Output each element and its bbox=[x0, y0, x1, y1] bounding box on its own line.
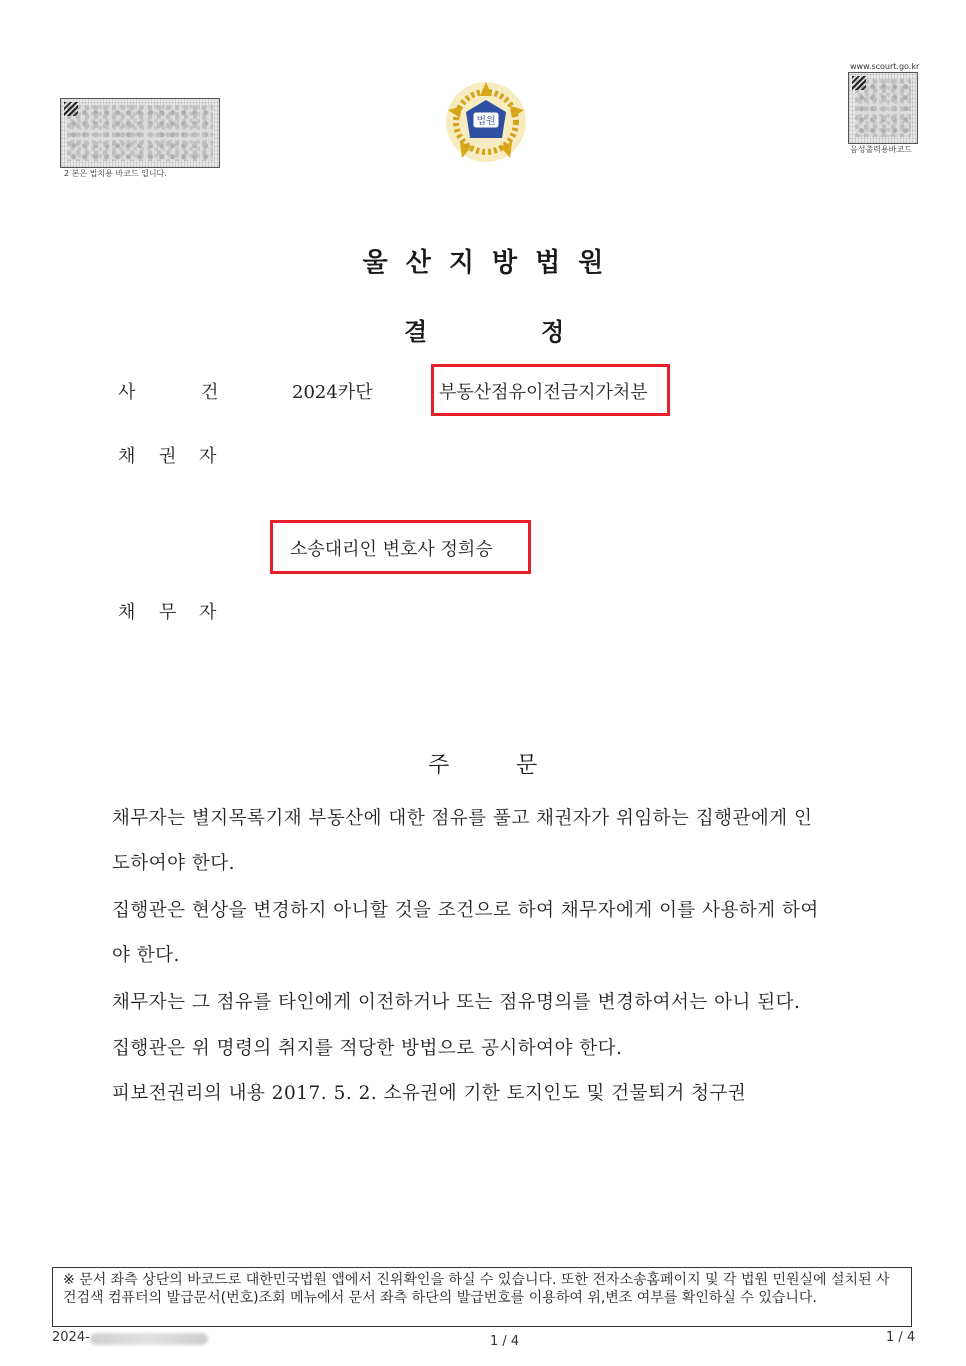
creditor-label-2: 권 bbox=[159, 446, 177, 467]
barcode-corner-mark bbox=[64, 102, 78, 116]
debtor-label-2: 무 bbox=[159, 602, 177, 623]
order-line-1: 채무자는 별지목록기재 부동산에 대한 점유를 풀고 채권자가 위임하는 집행관에게 인 bbox=[112, 808, 813, 829]
emblem-text: 법원 bbox=[476, 116, 496, 127]
creditor-label-1: 채 bbox=[118, 446, 136, 467]
case-label-a: 사 bbox=[118, 382, 136, 403]
doc-type-char-1: 결 bbox=[404, 318, 428, 346]
page-number-center: 1 / 4 bbox=[490, 1334, 520, 1349]
order-line-2: 도하여야 한다. bbox=[112, 853, 235, 874]
debtor-label-3: 자 bbox=[199, 602, 217, 623]
verification-notice: ※ 문서 좌측 상단의 바코드로 대한민국법원 앱에서 진위확인을 하실 수 있습니다. 또한 전자소송홈페이지 및 각 법원 민원실에 설치된 사건검색 컴퓨터의 발급문서(번호)조회 메뉴에서 문서 좌측 하단의 발급번호를 이용하여 위,변조 여부를 확인하실 수 있습니다. bbox=[52, 1267, 912, 1327]
order-line-3: 집행관은 현상을 변경하지 아니할 것을 조건으로 하여 채무자에게 이를 사용하게 하여 bbox=[112, 900, 819, 921]
barcode-corner-mark bbox=[852, 76, 866, 90]
representative: 소송대리인 변호사 정희승 bbox=[290, 539, 493, 560]
barcode-pattern bbox=[67, 105, 213, 161]
doc-type-char-2: 정 bbox=[541, 318, 565, 346]
verification-barcode bbox=[60, 98, 220, 168]
order-line-6: 집행관은 위 명령의 취지를 적당한 방법으로 공시하여야 한다. bbox=[112, 1038, 623, 1059]
order-line-7: 피보전권리의 내용 2017. 5. 2. 소유권에 기한 토지인도 및 건물퇴거 청구권 bbox=[112, 1083, 747, 1104]
order-line-4: 야 한다. bbox=[112, 945, 180, 966]
order-heading-b: 문 bbox=[516, 753, 538, 778]
right-barcode-caption: 음성출력용바코드 bbox=[850, 145, 912, 154]
left-barcode-caption: 2 본은 법치용 바코드 입니다. bbox=[64, 169, 167, 178]
issue-number-prefix: 2024- bbox=[52, 1330, 90, 1345]
court-emblem-icon bbox=[440, 78, 532, 166]
court-name: 울산지방법원 bbox=[362, 248, 622, 278]
debtor-label-1: 채 bbox=[118, 602, 136, 623]
issue-number-redacted bbox=[90, 1333, 208, 1345]
case-label-b: 건 bbox=[201, 382, 219, 403]
scourt-url: www.scourt.go.kr bbox=[850, 62, 920, 71]
case-name: 부동산점유이전금지가처분 bbox=[439, 382, 648, 403]
order-line-5: 채무자는 그 점유를 타인에게 이전하거나 또는 점유명의를 변경하여서는 아니 된다. bbox=[112, 992, 801, 1013]
page-number-right: 1 / 4 bbox=[886, 1330, 916, 1345]
order-heading-a: 주 bbox=[428, 753, 450, 778]
creditor-label-3: 자 bbox=[199, 446, 217, 467]
voice-barcode bbox=[848, 72, 918, 144]
case-number: 2024카단 bbox=[292, 382, 373, 403]
